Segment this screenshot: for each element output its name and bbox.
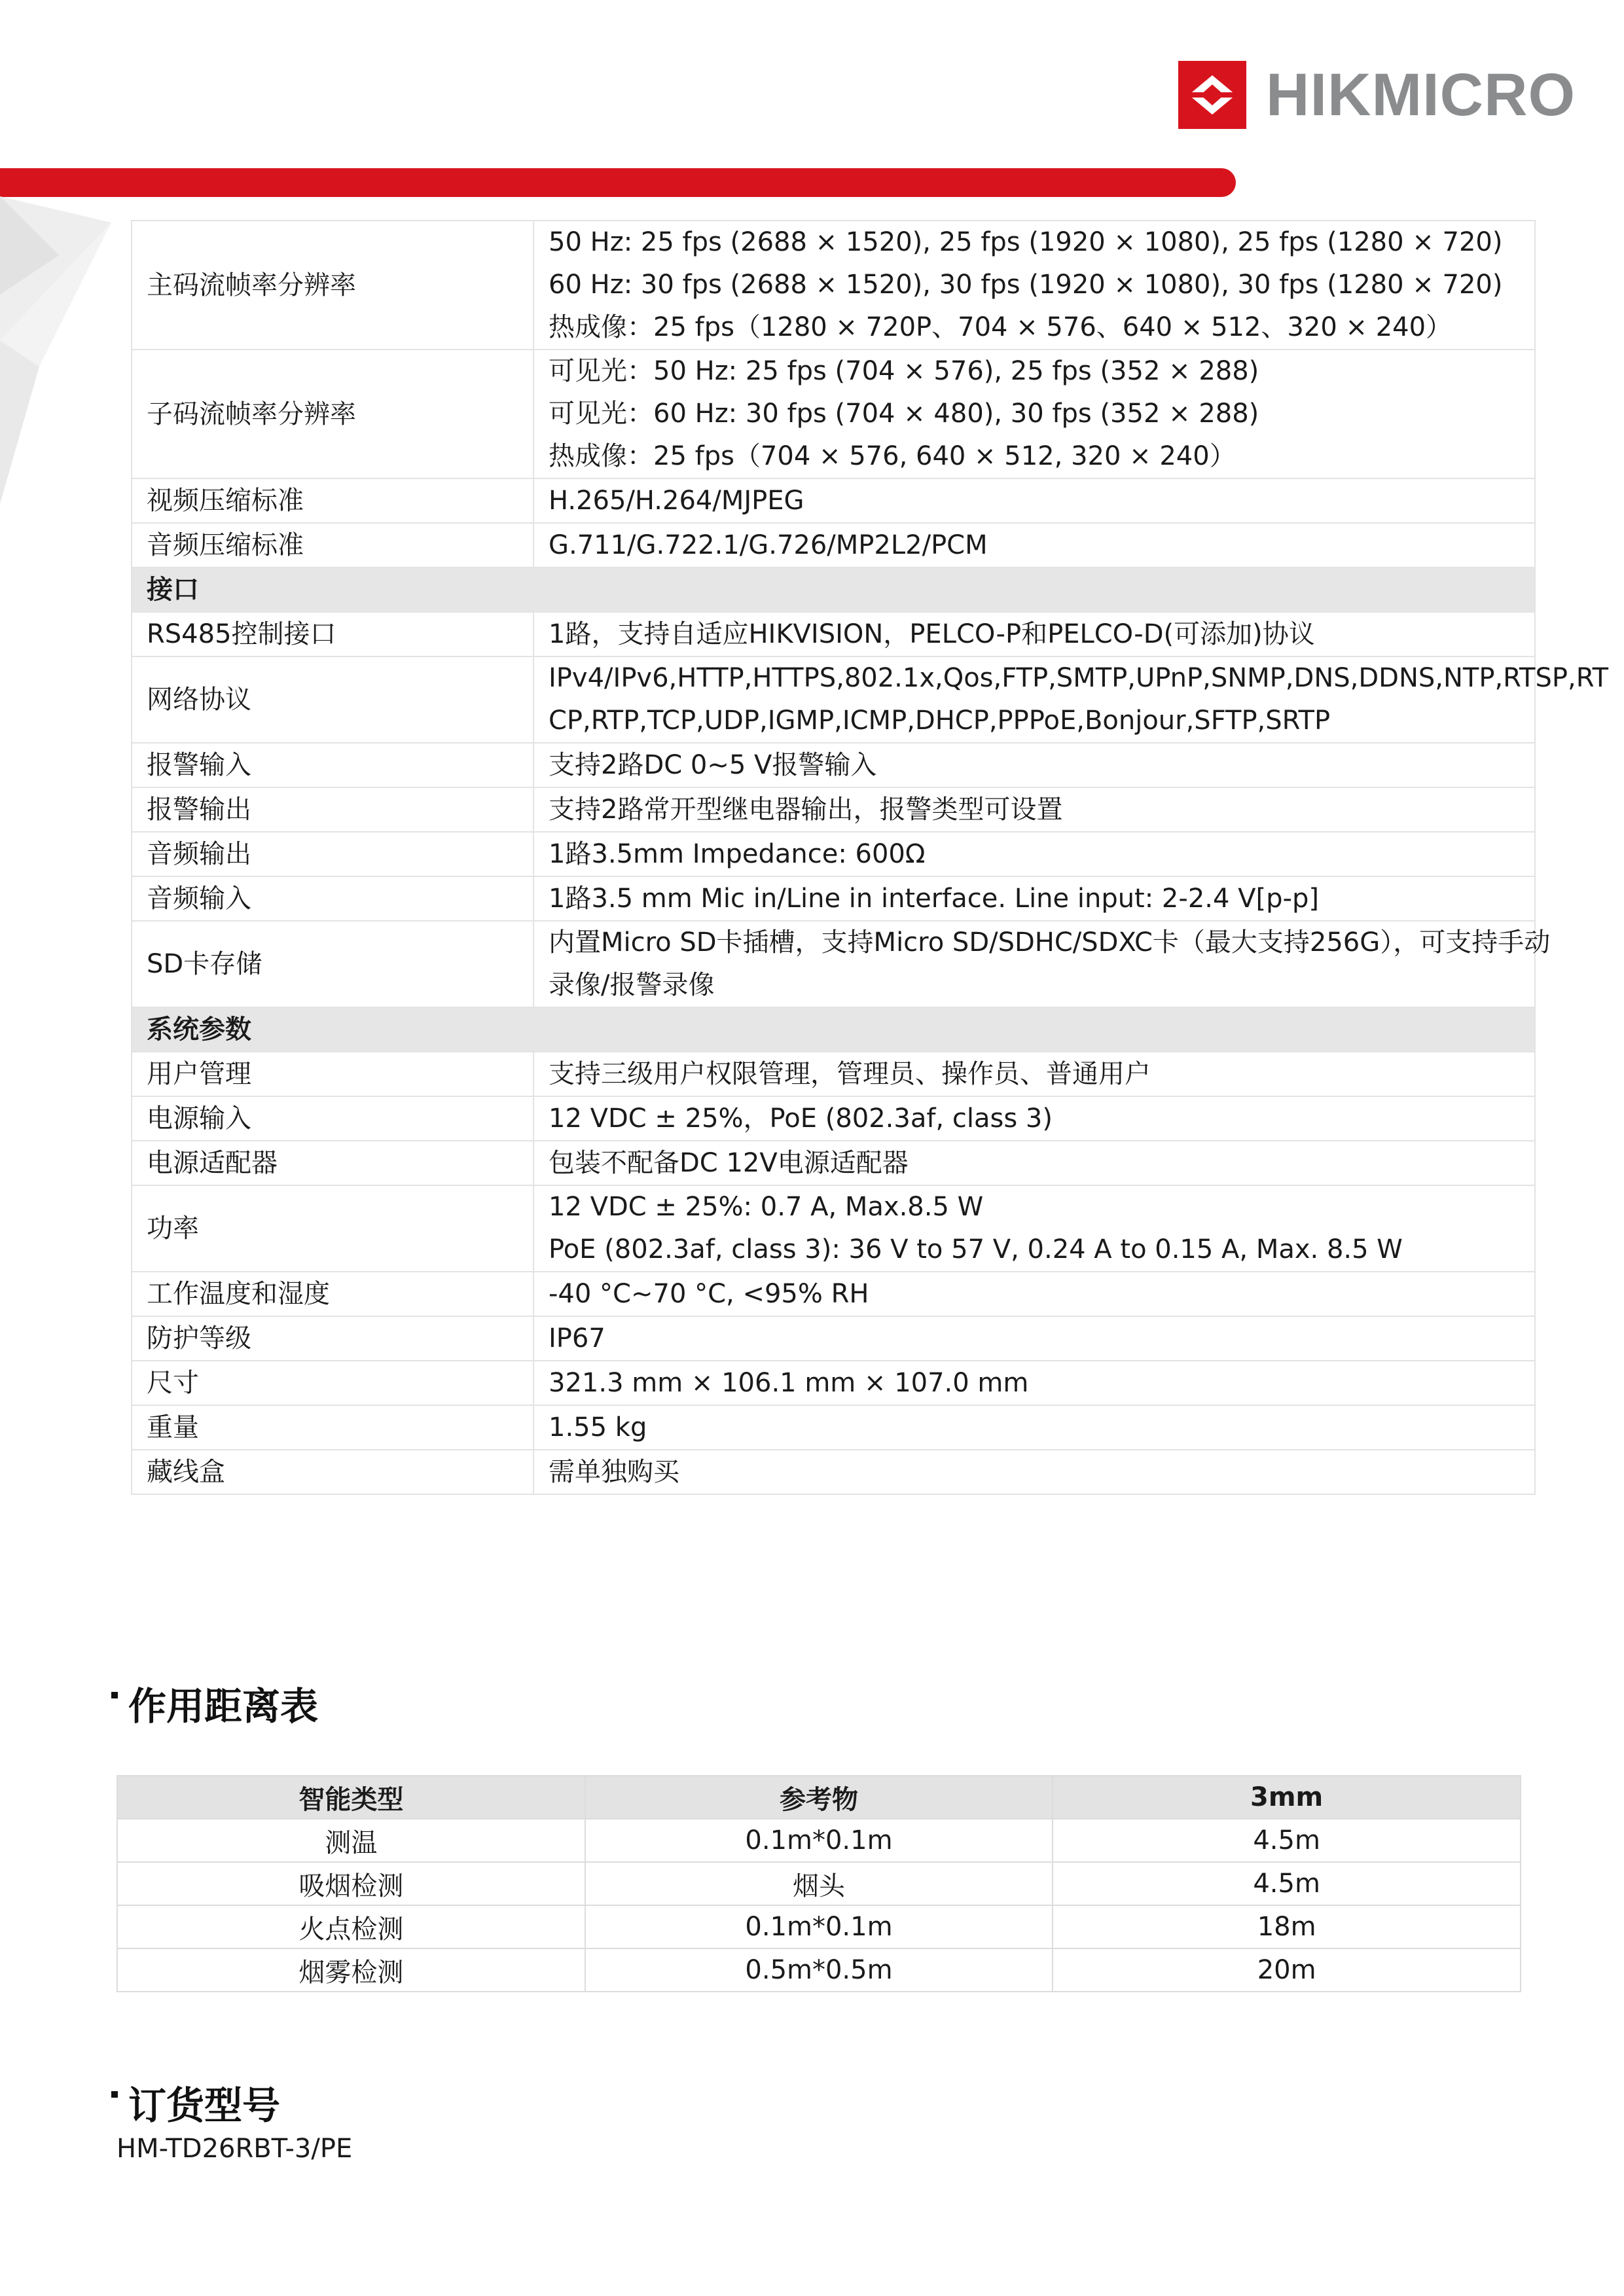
- spec-value: [533, 1052, 1535, 1096]
- spec-row: [132, 1052, 1535, 1096]
- spec-row: [132, 1405, 1535, 1450]
- spec-row: [132, 523, 1535, 567]
- spec-value-line: 1路3.5 mm Mic in/Line in interface. Line input: 2-2.4 V[p-p]: [549, 883, 1319, 914]
- spec-value-line: 60 Hz: 30 fps (2688 × 1520), 30 fps (1920 × 1080), 30 fps (1280 × 720): [549, 270, 1503, 300]
- spec-value-line: PoE (802.3af, class 3): 36 V to 57 V, 0.24 A to 0.15 A, Max. 8.5 W: [549, 1234, 1403, 1265]
- brand-name: HIKMICRO: [1266, 62, 1576, 128]
- cell: 烟雾检测: [117, 1948, 585, 1992]
- spec-row: [132, 350, 1535, 478]
- spec-value-line: 50 Hz: 25 fps (2688 × 1520), 25 fps (1920 × 1080), 25 fps (1280 × 720): [549, 227, 1503, 257]
- cell: 测温: [117, 1819, 585, 1862]
- spec-value-line: IP67: [549, 1323, 605, 1354]
- spec-value: [533, 1096, 1535, 1141]
- spec-value: [533, 921, 1551, 1007]
- spec-row: [132, 921, 1535, 1007]
- spec-value: [533, 832, 1535, 876]
- table-row: [117, 1948, 1521, 1992]
- hikmicro-logo-icon: [1178, 61, 1246, 129]
- spec-label: 视频压缩标准: [132, 478, 533, 523]
- section-header-row: [132, 567, 1535, 612]
- brand-logo: [1178, 59, 1576, 131]
- spec-value: [533, 787, 1535, 832]
- spec-value: [533, 1185, 1535, 1272]
- cell: 吸烟检测: [117, 1862, 585, 1905]
- cell: 烟头: [585, 1862, 1053, 1905]
- spec-value-line: 12 VDC ± 25%，PoE (802.3af, class 3): [549, 1103, 1053, 1134]
- spec-row: [132, 1450, 1535, 1494]
- order-section-title: [111, 2075, 280, 2130]
- spec-label: 功率: [132, 1185, 533, 1272]
- spec-row: [132, 1096, 1535, 1141]
- spec-label: 工作温度和湿度: [132, 1272, 533, 1316]
- spec-label: 主码流帧率分辨率: [132, 221, 533, 350]
- cell: 18m: [1053, 1905, 1521, 1948]
- spec-row: [132, 876, 1535, 921]
- col-header: 参考物: [585, 1776, 1053, 1819]
- spec-value-line: 可见光：60 Hz: 30 fps (704 × 480), 30 fps (352 × 288): [549, 399, 1259, 429]
- cell: 4.5m: [1053, 1862, 1521, 1905]
- spec-value-line: 支持2路DC 0~5 V报警输入: [549, 749, 877, 780]
- spec-label: 网络协议: [132, 656, 533, 743]
- spec-value: [533, 612, 1535, 656]
- spec-label: 藏线盒: [132, 1450, 533, 1494]
- distance-header-row: [117, 1776, 1521, 1819]
- cell: 4.5m: [1053, 1819, 1521, 1862]
- spec-value-line: -40 °C~70 °C, <95% RH: [549, 1278, 869, 1309]
- spec-row: [132, 478, 1535, 523]
- spec-value-line: 可见光：50 Hz: 25 fps (704 × 576), 25 fps (352 × 288): [549, 356, 1259, 386]
- spec-value: [533, 1450, 1535, 1494]
- spec-row: [132, 832, 1535, 876]
- spec-row: [132, 612, 1535, 656]
- spec-label: RS485控制接口: [132, 612, 533, 656]
- spec-label: 音频输出: [132, 832, 533, 876]
- spec-value-line: 支持三级用户权限管理，管理员、操作员、普通用户: [549, 1058, 1151, 1089]
- spec-label: 报警输入: [132, 743, 533, 787]
- spec-value-line: 1路，支持自适应HIKVISION，PELCO-P和PELCO-D(可添加)协议: [549, 619, 1315, 649]
- spec-row: [132, 221, 1535, 350]
- spec-label: 子码流帧率分辨率: [132, 350, 533, 478]
- spec-value-line: 内置Micro SD卡插槽，支持Micro SD/SDHC/SDXC卡（最大支持256G），可支持手动: [549, 927, 1551, 958]
- spec-label: 防护等级: [132, 1316, 533, 1361]
- spec-row: [132, 1361, 1535, 1405]
- cell: 0.5m*0.5m: [585, 1948, 1053, 1992]
- model-number: HM-TD26RBT-3/PE: [117, 2134, 353, 2164]
- spec-row: [132, 743, 1535, 787]
- spec-value-line: 热成像：25 fps（704 × 576, 640 × 512, 320 × 240）: [549, 441, 1236, 471]
- header-red-bar: [0, 168, 1236, 197]
- table-row: [117, 1905, 1521, 1948]
- spec-value-line: CP,RTP,TCP,UDP,IGMP,ICMP,DHCP,PPPoE,Bonjour,SFTP,SRTP: [549, 706, 1331, 736]
- spec-value-line: IPv4/IPv6,HTTP,HTTPS,802.1x,Qos,FTP,SMTP,UPnP,SNMP,DNS,DDNS,NTP,RTSP,RT: [549, 663, 1609, 693]
- spec-row: [132, 1272, 1535, 1316]
- spec-value: [533, 1272, 1535, 1316]
- spec-value-line: 1.55 kg: [549, 1412, 647, 1443]
- spec-label: 电源输入: [132, 1096, 533, 1141]
- spec-row: [132, 1316, 1535, 1361]
- spec-value-line: 录像/报警录像: [549, 970, 715, 1000]
- spec-label: 用户管理: [132, 1052, 533, 1096]
- spec-value-line: H.265/H.264/MJPEG: [549, 485, 804, 516]
- decorative-facets: [0, 196, 131, 537]
- spec-value: [533, 1141, 1535, 1185]
- spec-value-line: 12 VDC ± 25%: 0.7 A, Max.8.5 W: [549, 1192, 984, 1222]
- spec-label: SD卡存储: [132, 921, 533, 1007]
- spec-row: [132, 1185, 1535, 1272]
- distance-table: [117, 1775, 1521, 1992]
- spec-value-line: 支持2路常开型继电器输出，报警类型可设置: [549, 794, 1063, 825]
- cell: 火点检测: [117, 1905, 585, 1948]
- spec-table: [131, 220, 1609, 1495]
- spec-value-line: 1路3.5mm Impedance: 600Ω: [549, 838, 926, 869]
- section-header: 接口: [132, 567, 1535, 612]
- spec-value: [533, 743, 1535, 787]
- spec-label: 音频压缩标准: [132, 523, 533, 567]
- spec-value: [533, 1316, 1535, 1361]
- spec-value-line: 需单独购买: [549, 1456, 679, 1487]
- order-title-text: 订货型号: [128, 2083, 281, 2128]
- spec-label: 报警输出: [132, 787, 533, 832]
- bullet-icon: [111, 1692, 118, 1698]
- col-header: 智能类型: [117, 1776, 585, 1819]
- spec-label: 重量: [132, 1405, 533, 1450]
- spec-row: [132, 1141, 1535, 1185]
- spec-label: 音频输入: [132, 876, 533, 921]
- distance-title-text: 作用距离表: [128, 1684, 319, 1729]
- spec-row: [132, 656, 1535, 743]
- col-header: 3mm: [1053, 1776, 1521, 1819]
- spec-value: [533, 221, 1535, 350]
- spec-value: [533, 656, 1609, 743]
- spec-row: [132, 787, 1535, 832]
- spec-value-line: 321.3 mm × 106.1 mm × 107.0 mm: [549, 1367, 1029, 1398]
- spec-value: [533, 478, 1535, 523]
- spec-value-line: G.711/G.722.1/G.726/MP2L2/PCM: [549, 529, 988, 560]
- spec-value: [533, 1361, 1535, 1405]
- spec-value: [533, 350, 1535, 478]
- cell: 0.1m*0.1m: [585, 1905, 1053, 1948]
- spec-value: [533, 876, 1535, 921]
- cell: 0.1m*0.1m: [585, 1819, 1053, 1862]
- spec-value: [533, 523, 1535, 567]
- spec-value-line: 热成像：25 fps（1280 × 720P、704 × 576、640 × 512、320 × 240）: [549, 312, 1453, 342]
- section-header-row: [132, 1007, 1535, 1052]
- cell: 20m: [1053, 1948, 1521, 1992]
- table-row: [117, 1862, 1521, 1905]
- table-row: [117, 1819, 1521, 1862]
- section-header: 系统参数: [132, 1007, 1535, 1052]
- spec-label: 电源适配器: [132, 1141, 533, 1185]
- spec-value: [533, 1405, 1535, 1450]
- spec-label: 尺寸: [132, 1361, 533, 1405]
- distance-section-title: [111, 1676, 318, 1731]
- bullet-icon: [111, 2091, 118, 2098]
- spec-value-line: 包装不配备DC 12V电源适配器: [549, 1147, 909, 1178]
